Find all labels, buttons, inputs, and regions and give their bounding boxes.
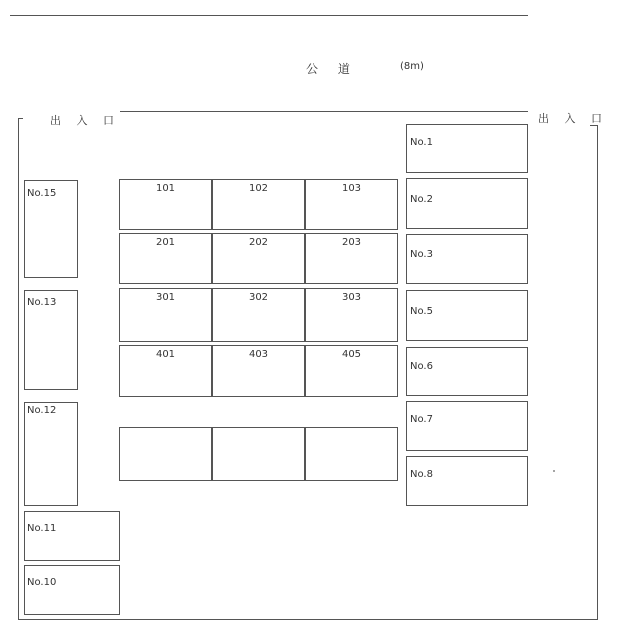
unit-301 [119,288,212,342]
parking-slot-no5 [406,290,528,341]
unit-number: 302 [248,292,269,303]
parking-slot-no7 [406,401,528,451]
unit-number: 203 [341,237,362,248]
parking-slot-no2 [406,178,528,229]
parking-slot-no3 [406,234,528,284]
unit-403 [212,345,305,397]
slot-label: No.8 [410,469,433,480]
parking-slot-no15 [24,180,78,278]
parking-slot-no11 [24,511,120,561]
unit-number: 201 [155,237,176,248]
parking-slot-no12 [24,402,78,506]
scan-speck [553,470,555,472]
unit-number: 401 [155,349,176,360]
parking-slot-no8 [406,456,528,506]
slot-label: No.7 [410,414,433,425]
slot-label: No.3 [410,249,433,260]
unit-401 [119,345,212,397]
slot-label: No.5 [410,306,433,317]
slot-label: No.11 [27,523,57,534]
slot-label: No.10 [27,577,57,588]
unit-number: 405 [341,349,362,360]
unit-405 [305,345,398,397]
unit-201 [119,233,212,284]
entrance-left-label: 出 入 口 [50,114,120,127]
unit-203 [305,233,398,284]
unit-number: 103 [341,183,362,194]
slot-label: No.13 [27,297,57,308]
road-label: 公 道 [306,62,358,76]
lot-bottom-boundary [18,619,598,620]
entrance-right-label: 出 入 口 [538,112,608,125]
lot-left-boundary [18,118,19,620]
unit-202 [212,233,305,284]
parking-slot-no13 [24,290,78,390]
slot-label: No.2 [410,194,433,205]
parking-slot-no10 [24,565,120,615]
parking-slot-no6 [406,347,528,396]
slot-label: No.6 [410,361,433,372]
slot-label: No.15 [27,188,57,199]
unit-number: 403 [248,349,269,360]
unit-303 [305,288,398,342]
lot-left-corner [18,118,23,119]
unit-blank-1 [119,427,212,481]
slot-label: No.1 [410,137,433,148]
lot-right-boundary [597,125,598,620]
unit-blank-2 [212,427,305,481]
lot-top-boundary [120,111,528,112]
parking-slot-no1 [406,124,528,173]
unit-number: 101 [155,183,176,194]
unit-302 [212,288,305,342]
unit-number: 303 [341,292,362,303]
road-width-label: (8m) [400,61,424,72]
slot-label: No.12 [27,405,57,416]
unit-101 [119,179,212,230]
unit-number: 102 [248,183,269,194]
unit-102 [212,179,305,230]
unit-103 [305,179,398,230]
unit-number: 202 [248,237,269,248]
road-line [10,15,528,16]
unit-number: 301 [155,292,176,303]
unit-blank-3 [305,427,398,481]
